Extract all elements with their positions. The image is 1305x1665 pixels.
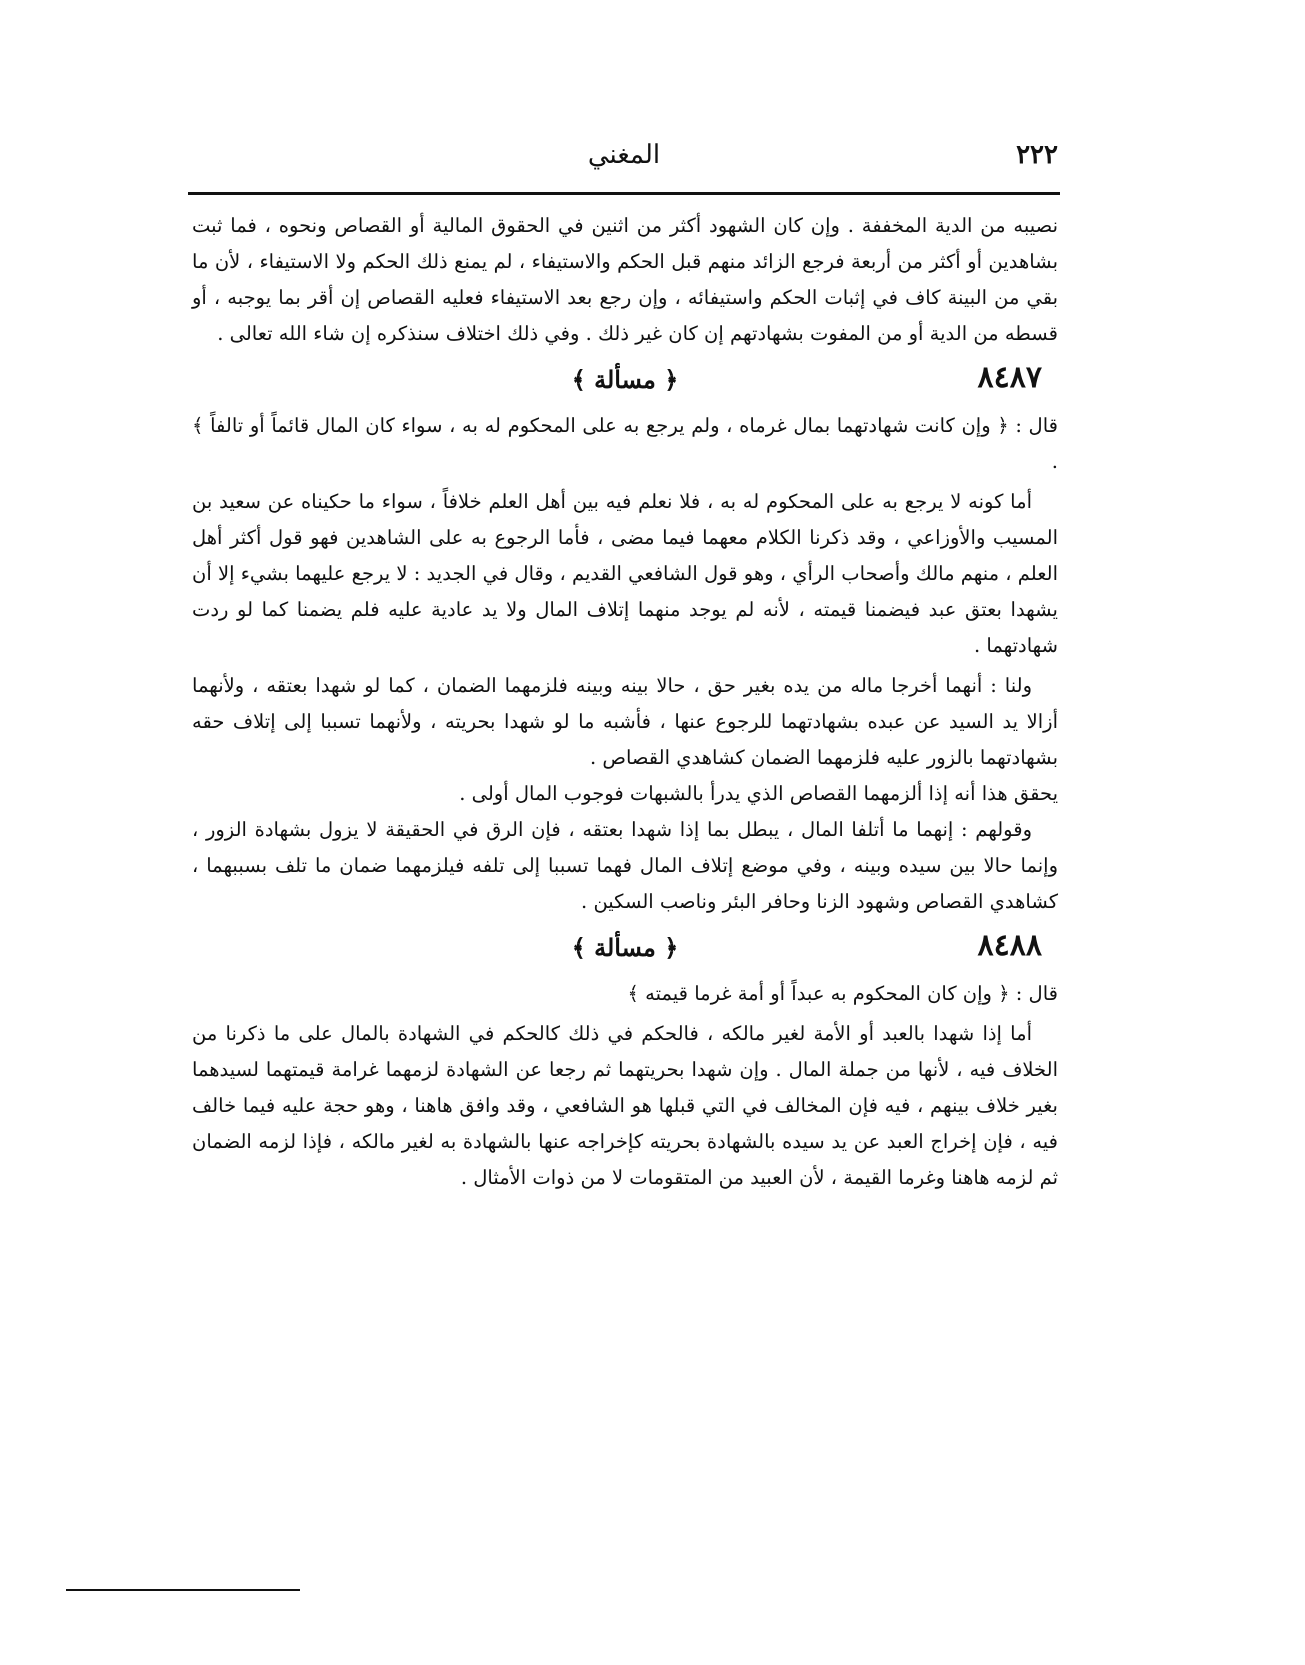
header-rule — [188, 192, 1060, 195]
paragraph: أما كونه لا يرجع به على المحكوم له به ، فلا نعلم فيه بين أهل العلم خلافاً ، سواء ما حكيناه عن سعيد بن المسيب والأوزاعي ، وقد ذكرنا الكلام معهما فيما مضى ، فأما الرجوع به على الشاهدين فهو قول أكثر أهل العلم ، منهم مالك وأصحاب الرأي ، وهو قول الشافعي القديم ، وقال في الجديد : لا يرجع عليهما بشيء إلا أن يشهدا بعتق عبد فيضمنا قيمته ، لأنه لم يوجد منهما إتلاف المال ولا يد عادية عليه فلم يضمنا كما لو ردت شهادتهما . — [192, 490, 1058, 657]
paragraph: وقولهم : إنهما ما أتلفا المال ، يبطل بما إذا شهدا بعتقه ، فإن الرق في الحقيقة لا يزول بشهادة الزور ، وإنما حالا بين سيده وبينه ، وفي موضع إتلاف المال فهما تسببا إلى تلفه فيلزمهما ضمان ما تلف بسببهما ، كشاهدي القصاص وشهود الزنا وحافر البئر وناصب السكين . — [192, 818, 1059, 913]
main-text — [192, 208, 1058, 1196]
page-number: ٢٢٢ — [1016, 140, 1058, 170]
paragraph: قال : ﴿ وإن كان المحكوم به عبداً أو أمة غرما قيمته ﴾ — [627, 982, 1058, 1005]
paragraph: يحقق هذا أنه إذا ألزمهما القصاص الذي يدرأ بالشبهات فوجوب المال أولى . — [459, 782, 1058, 805]
masala-title: ﴿ مسألة ﴾ — [571, 365, 679, 394]
masala-number: ٨٤٨٧ — [977, 360, 1042, 395]
paragraph: نصيبه من الدية المخففة . وإن كان الشهود أكثر من اثنين في الحقوق المالية أو القصاص ونحوه ، فما ثبت بشاهدين أو أكثر من أربعة فرجع الزائد منهم قبل الحكم والاستيفاء ، لم يمنع ذلك الحكم ولا الاستيفاء ، لأن ما بقي من البينة كاف في إثبات الحكم واستيفائه ، وإن رجع بعد الاستيفاء فعليه القصاص إن أقر بما يوجبه ، أو قسطه من الدية أو من المفوت بشهادتهم إن كان غير ذلك . وفي ذلك اختلاف سنذكره إن شاء الله تعالى . — [192, 214, 1058, 345]
paragraph: أما إذا شهدا بالعبد أو الأمة لغير مالكه ، فالحكم في ذلك كالحكم في الشهادة بالمال على ما ذكرنا من الخلاف فيه ، لأنها من جملة المال . وإن شهدا بحريتهما ثم رجعا عن الشهادة لزمهما غرامة قيمتهما لسيدهما بغير خلاف بينهم ، فيه فإن المخالف في التي قبلها هو الشافعي ، وقد وافق هاهنا ، وهو حجة عليه فيما خالف فيه ، فإن إخراج العبد عن يد سيده بالشهادة بحريته كإخراجه عنها بالشهادة به لغير مالكه ، فإذا لزمه الضمان ثم لزمه هاهنا وغرما القيمة ، لأن العبيد من المتقومات لا من ذوات الأمثال . — [192, 1022, 1058, 1189]
masala-heading — [192, 356, 1058, 406]
masala-title: ﴿ مسألة ﴾ — [571, 933, 679, 962]
paragraph: قال : ﴿ وإن كانت شهادتهما بمال غرماه ، ولم يرجع به على المحكوم له به ، سواء كان المال قائماً أو تالفاً ﴾ . — [192, 414, 1058, 473]
footnote-rule — [66, 1589, 300, 1591]
page-header — [190, 140, 1058, 180]
paragraph: ولنا : أنهما أخرجا ماله من يده بغير حق ، حالا بينه وبينه فلزمهما الضمان ، كما لو شهدا بعتقه ، ولأنهما أزالا يد السيد عن عبده بشهادتهما للرجوع عنها ، فأشبه ما لو شهدا بحريته ، ولأنهما تسببا إلى إتلاف حقه بشهادتهما بالزور عليه فلزمهما الضمان كشاهدي القصاص . — [192, 674, 1058, 769]
masala-number: ٨٤٨٨ — [977, 928, 1042, 963]
running-title: المغني — [587, 140, 661, 170]
masala-heading — [192, 924, 1058, 974]
